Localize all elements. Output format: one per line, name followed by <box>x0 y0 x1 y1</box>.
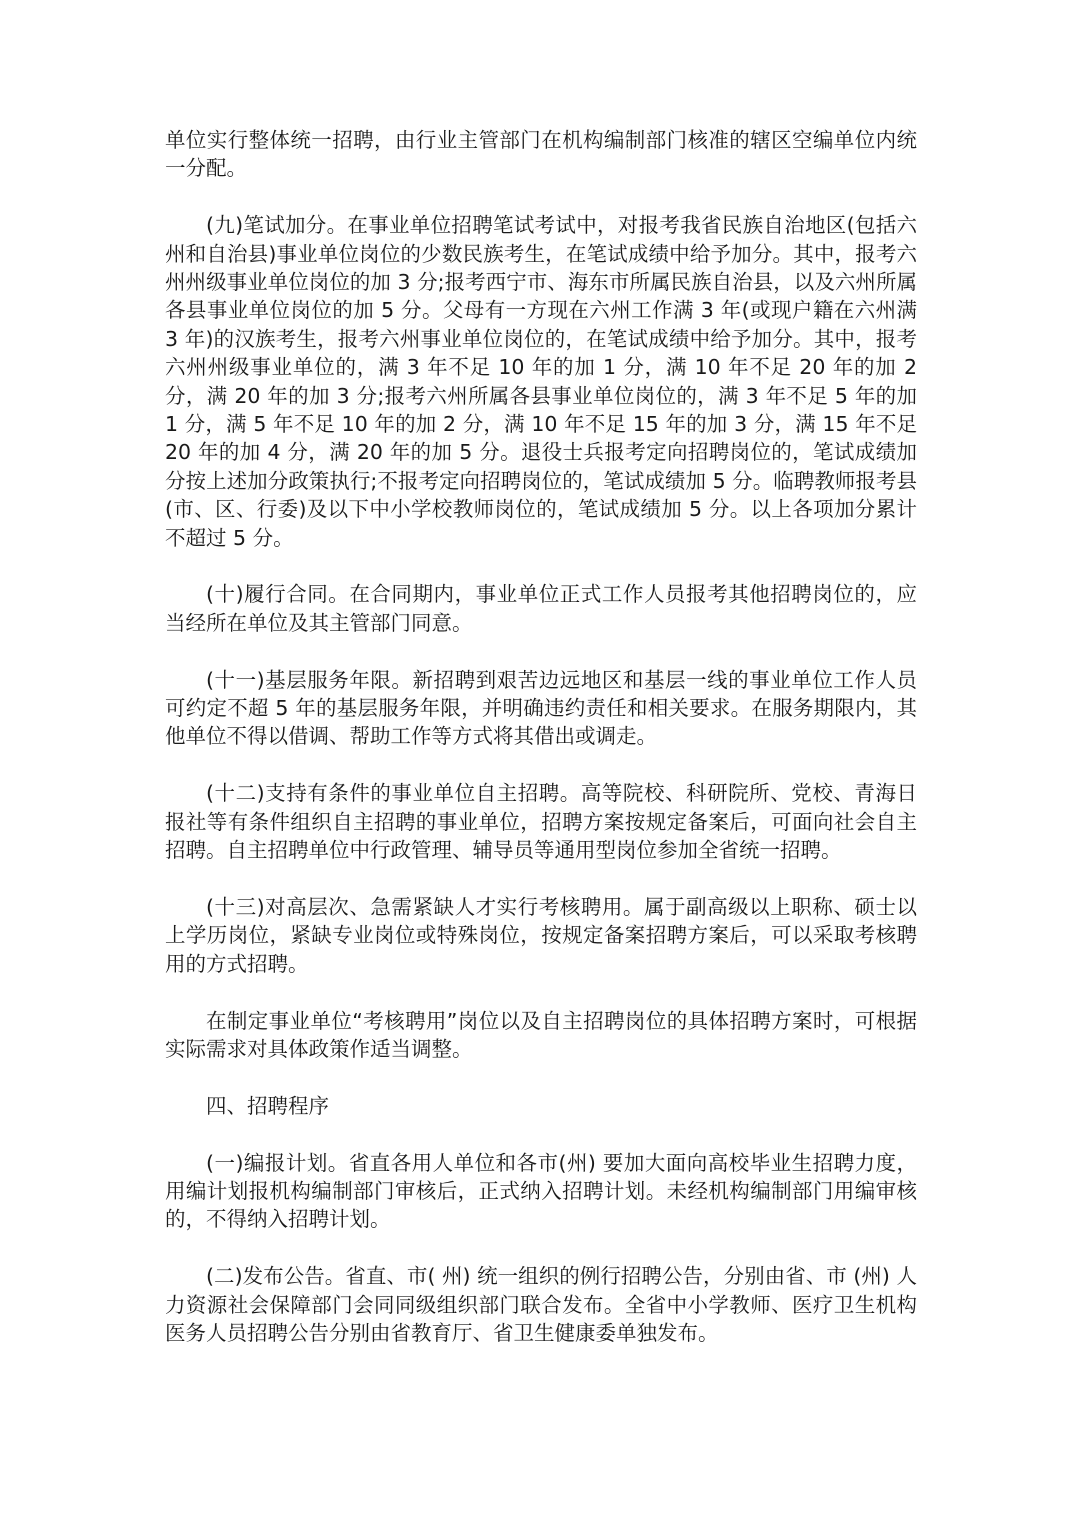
paragraph-assessment-hiring: (十三)对高层次、急需紧缺人才实行考核聘用。属于副高级以上职称、硕士以上学历岗位，紧缺专业岗位或特殊岗位，按规定备案招聘方案后，可以采取考核聘用的方式招聘。 <box>165 894 917 976</box>
paragraph-independent-recruitment: (十二)支持有条件的事业单位自主招聘。高等院校、科研院所、党校、青海日报社等有条件组织自主招聘的事业单位，招聘方案按规定备案后，可面向社会自主招聘。自主招聘单位中行政管理、辅导员等通用型岗位参加全省统一招聘。 <box>165 781 917 863</box>
paragraph-contract: (十)履行合同。在合同期内，事业单位正式工作人员报考其他招聘岗位的，应当经所在单位及其主管部门同意。 <box>165 582 917 635</box>
paragraph-service-years: (十一)基层服务年限。新招聘到艰苦边远地区和基层一线的事业单位工作人员可约定不超 5 年的基层服务年限，并明确违约责任和相关要求。在服务期限内，其他单位不得以借调、帮助工作等方式将其借出或调走。 <box>165 667 917 749</box>
paragraph-planning: (一)编报计划。省直各用人单位和各市(州) 要加大面向高校毕业生招聘力度，用编计划报机构编制部门审核后，正式纳入招聘计划。未经机构编制部门用编审核的，不得纳入招聘计划。 <box>165 1150 917 1232</box>
paragraph-continuation: 单位实行整体统一招聘，由行业主管部门在机构编制部门核准的辖区空编单位内统一分配。 <box>165 128 917 181</box>
paragraph-written-test-bonus: (九)笔试加分。在事业单位招聘笔试考试中，对报考我省民族自治地区(包括六州和自治县)事业单位岗位的少数民族考生，在笔试成绩中给予加分。其中，报考六州州级事业单位岗位的加 3 分;报考西宁市、海东市所属民族自治县，以及六州所属各县事业单位岗位的加 5 分。父母有一方现在六州工作满 3 年(或现户籍在六州满 3 年)的汉族考生，报考六州事业单位岗位的，在笔试成绩中给予加分。其中，报考六州州级事业单位的，满 3 年不足 10 年的加 1 分，满 10 年不足 20 年的加 2 分，满 20 年的加 3 分;报考六州所属各县事业单位岗位的，满 3 年不足 5 年的加 1 分，满 5 年不足 10 年的加 2 分，满 10 年不足 15 年的加 3 分，满 15 年不足 20 年的加 4 分，满 20 年的加 5 分。退役士兵报考定向招聘岗位的，笔试成绩加分按上述加分政策执行;不报考定向招聘岗位的，笔试成绩加 5 分。临聘教师报考县(市、区、行委)及以下中小学校教师岗位的，笔试成绩加 5 分。以上各项加分累计不超过 5 分。 <box>165 213 917 550</box>
paragraph-policy-adjustment: 在制定事业单位“考核聘用”岗位以及自主招聘岗位的具体招聘方案时，可根据实际需求对具体政策作适当调整。 <box>165 1008 917 1061</box>
section-heading-recruitment-procedure: 四、招聘程序 <box>206 1093 329 1118</box>
document-page <box>165 126 917 1376</box>
paragraph-announcement: (二)发布公告。省直、市( 州) 统一组织的例行招聘公告，分别由省、市 (州) 人力资源社会保障部门会同同级组织部门联合发布。全省中小学教师、医疗卫生机构医务人员招聘公告分别由省教育厅、省卫生健康委单独发布。 <box>165 1264 917 1345</box>
